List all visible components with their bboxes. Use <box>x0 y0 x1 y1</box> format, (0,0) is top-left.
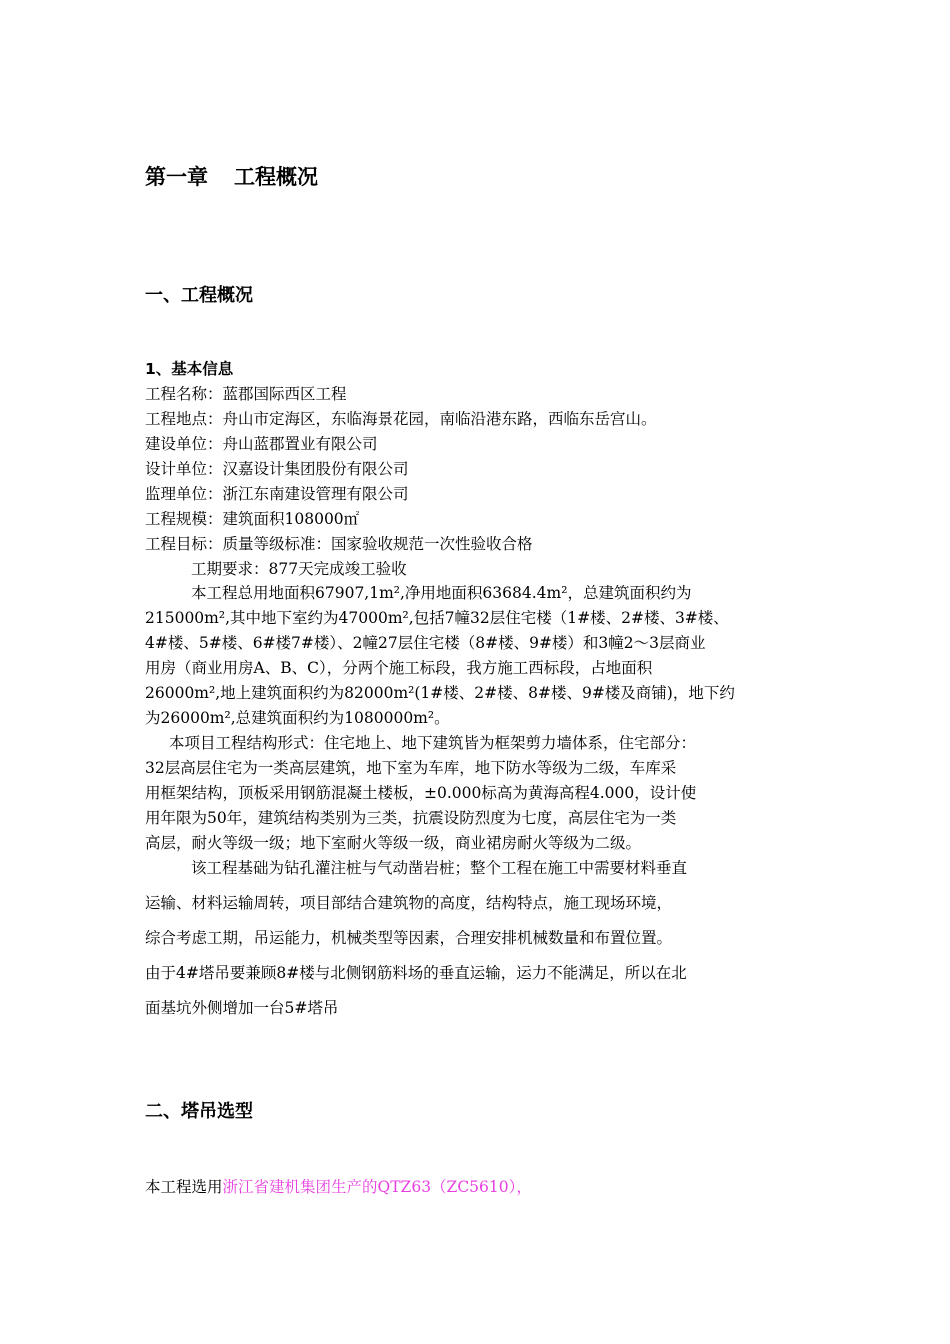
crane-selection-text <box>145 1175 532 1200</box>
section-heading-crane-selection: 二、塔吊选型 <box>145 1101 253 1122</box>
paragraph-line: 用框架结构，顶板采用钢筋混凝土楼板，±0.000标高为黄海高程4.000，设计使 <box>145 784 697 802</box>
paragraph-line: 为26000m²,总建筑面积约为1080000m²。 <box>145 709 450 727</box>
paragraph-line: 用房（商业用房A、B、C），分两个施工标段，我方施工西标段，占地面积 <box>145 659 653 677</box>
paragraph-line: 综合考虑工期，吊运能力，机械类型等因素，合理安排机械数量和布置位置。 <box>145 929 673 947</box>
info-line-developer: 建设单位：舟山蓝郡置业有限公司 <box>145 435 378 453</box>
paragraph-foundation-cranes <box>145 851 807 1026</box>
info-line-schedule: 工期要求：877天完成竣工验收 <box>191 560 407 578</box>
info-line-goal: 工程目标：质量等级标准：国家验收规范一次性验收合格 <box>145 535 533 553</box>
paragraph-line: 4#楼、5#楼、6#楼7#楼）、2幢27层住宅楼（8#楼、9#楼）和3幢2～3层商业 <box>145 634 706 652</box>
basic-info-heading: 1、基本信息 <box>145 360 234 378</box>
chapter-heading <box>145 160 318 194</box>
selection-highlight: 浙江省建机集团生产的QTZ63（ZC5610）， <box>222 1178 532 1196</box>
paragraph-line: 高层，耐火等级一级；地下室耐火等级一级，商业裙房耐火等级为二级。 <box>145 834 642 852</box>
paragraph-land-area <box>145 581 807 731</box>
paragraph-line: 用年限为50年，建筑结构类别为三类，抗震设防烈度为七度，高层住宅为一类 <box>145 809 677 827</box>
paragraph-line: 由于4#塔吊要兼顾8#楼与北侧钢筋料场的垂直运输，运力不能满足，所以在北 <box>145 964 687 982</box>
paragraph-line: 32层高层住宅为一类高层建筑，地下室为车库，地下防水等级为二级，车库采 <box>145 759 677 777</box>
basic-info-block <box>145 357 657 582</box>
selection-prefix: 本工程选用 <box>145 1178 223 1196</box>
chapter-title: 工程概况 <box>234 165 318 189</box>
section-heading-overview: 一、工程概况 <box>145 285 253 306</box>
paragraph-line: 215000m²,其中地下室约为47000m²,包括7幢32层住宅楼（1#楼、2#楼、3#楼、 <box>145 609 729 627</box>
paragraph-structure <box>145 731 807 856</box>
paragraph-line: 26000m²,地上建筑面积约为82000m²(1#楼、2#楼、8#楼、9#楼及商铺)，地下约 <box>145 684 735 702</box>
paragraph-line: 面基坑外侧增加一台5#塔吊 <box>145 999 339 1017</box>
info-line-project-name: 工程名称：蓝郡国际西区工程 <box>145 385 347 403</box>
info-line-scale: 工程规模：建筑面积108000㎡ <box>145 510 360 528</box>
info-line-designer: 设计单位：汉嘉设计集团股份有限公司 <box>145 460 409 478</box>
chapter-number: 第一章 <box>145 165 208 189</box>
info-line-supervisor: 监理单位：浙江东南建设管理有限公司 <box>145 485 409 503</box>
paragraph-line: 运输、材料运输周转，项目部结合建筑物的高度，结构特点，施工现场环境， <box>145 894 673 912</box>
paragraph-line: 该工程基础为钻孔灌注桩与气动凿岩桩；整个工程在施工中需要材料垂直 <box>191 859 688 877</box>
paragraph-line: 本项目工程结构形式：住宅地上、地下建筑皆为框架剪力墙体系，住宅部分： <box>169 734 697 752</box>
info-line-location: 工程地点：舟山市定海区，东临海景花园，南临沿港东路，西临东岳宫山。 <box>145 410 657 428</box>
paragraph-line: 本工程总用地面积67907,1m²,净用地面积63684.4m²，总建筑面积约为 <box>191 584 692 602</box>
